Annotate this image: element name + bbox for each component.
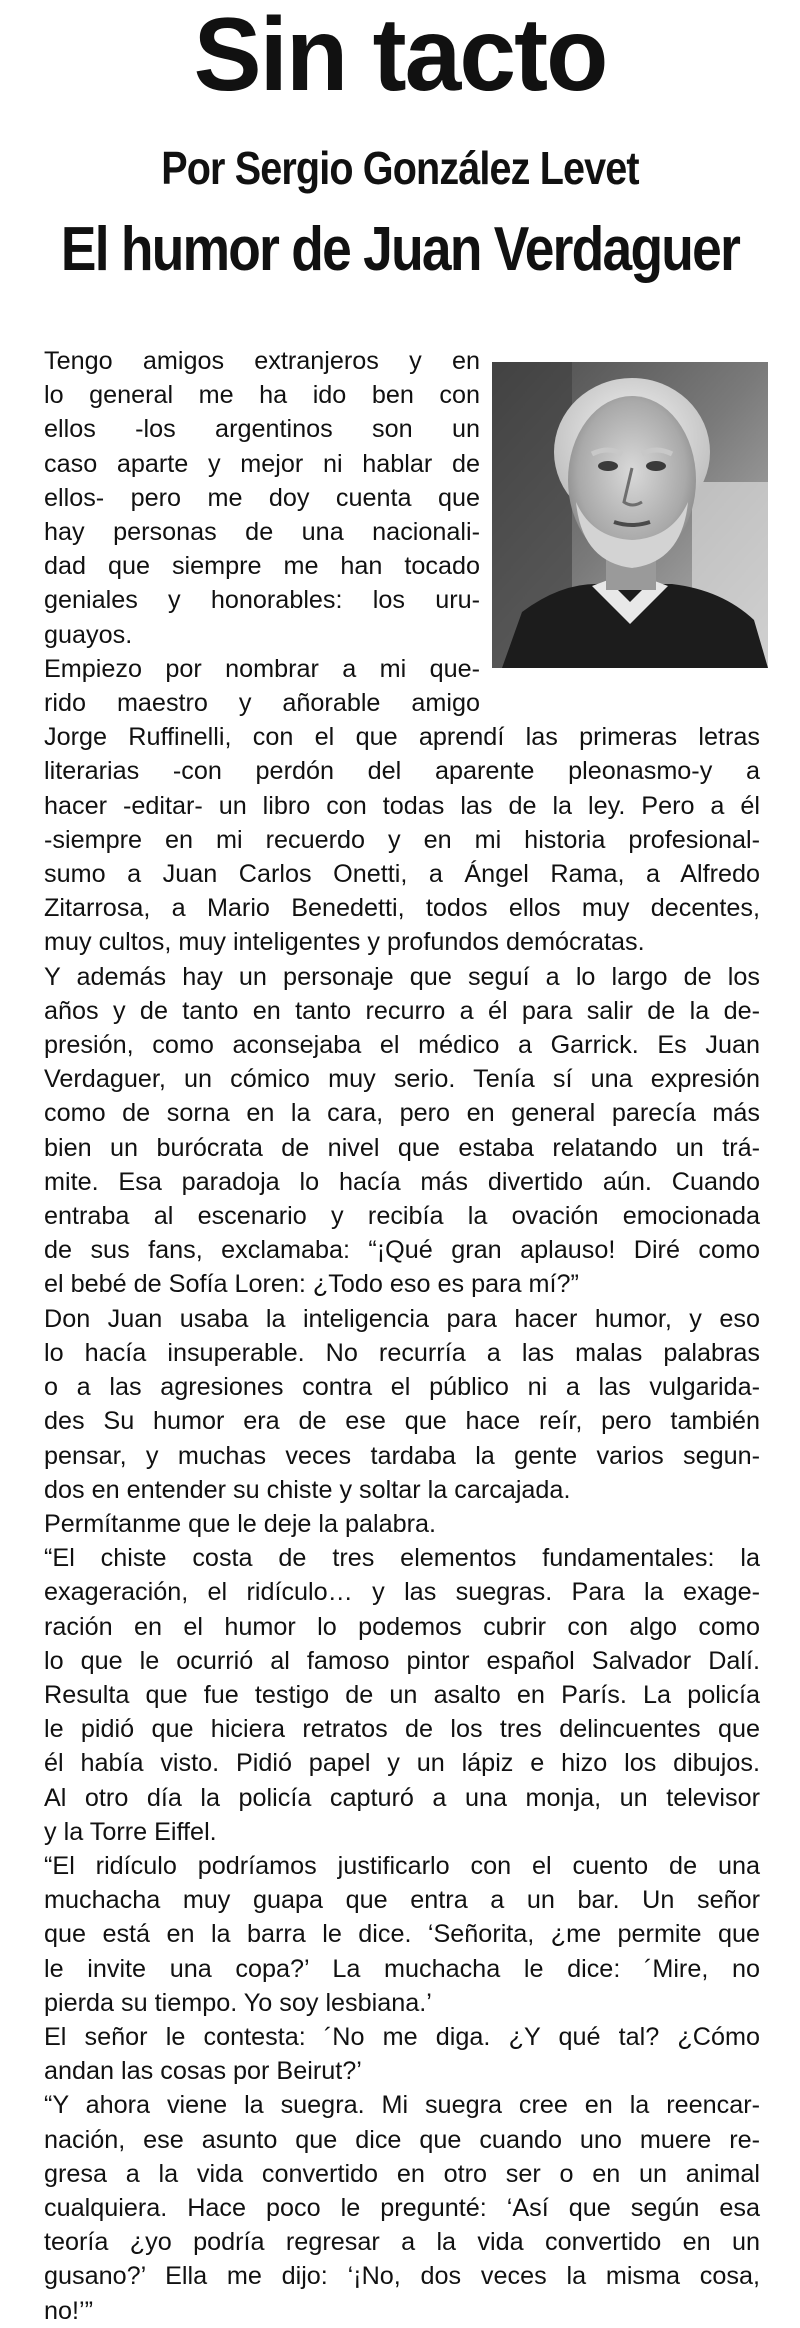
paragraph: Permítanme que le deje la palabra. bbox=[44, 1509, 437, 1538]
article-body bbox=[44, 344, 760, 2328]
paragraph: “Y ahora viene la suegra. Mi suegra cree en la reencar- nación, ese asunto que dice que cuando uno muere re- gresa a la vida convertido en otro ser o en un animal cualquiera. Hace poco le pregunté: ‘Así que según esa teoría ¿yo podría regresar a la vida convertido en un gusano?’ Ella me dijo: ‘¡No, dos veces la misma cosa, no!’” bbox=[44, 2091, 760, 2325]
paragraph: “El ridículo podríamos justificarlo con el cuento de una muchacha muy guapa que entra a un bar. Un señor que está en la barra le dice. ‘Señorita, ¿me permite que le invite una copa?’ La muchacha le dice: ´Mire, no pierda su tiempo. Yo soy lesbiana.’ bbox=[44, 1851, 760, 2017]
headline: El humor de Juan Verdaguer bbox=[60, 215, 740, 284]
byline: Por Sergio González Levet bbox=[161, 142, 639, 194]
paragraph: “El chiste costa de tres elementos fundamentales: la exageración, el ridículo… y las suegras. Para la exage- ración en el humor lo podemos cubrir con algo como lo que le ocurrió al famoso pintor español Salvador Dalí. Resulta que fue testigo de un asalto en París. La policía le pidió que hiciera retratos de los tres delincuentes que él había visto. Pidió papel y un lápiz e hizo los dibujos. Al otro día la policía capturó a una monja, un televisor y la Torre Eiffel. bbox=[44, 1544, 760, 1846]
paragraph: Don Juan usaba la inteligencia para hacer humor, y eso lo hacía insuperable. No recurría a las malas palabras o a las agresiones contra el público ni a las vulgarida- des Su humor era de ese que hace reír, pero también pensar, y muchas veces tardaba la gente varios segun- dos en entender su chiste y soltar la carcajada. bbox=[44, 1304, 760, 1504]
column-title: Sin tacto bbox=[193, 0, 607, 113]
paragraph: Empiezo por nombrar a mi que- rido maestro y añorable amigo Jorge Ruffinelli, con el que aprendí las primeras letras literarias -con perdón del aparente pleonasmo-y a hacer -editar- un libro con todas las de la ley. Pero a él -siempre en mi recuerdo y en mi historia profesional- sumo a Juan Carlos Onetti, a Ángel Rama, a Alfredo Zitarrosa, a Mario Benedetti, todos ellos muy decentes, muy cultos, muy inteligentes y profundos demócratas. bbox=[44, 654, 760, 957]
paragraph: El señor le contesta: ´No me diga. ¿Y qué tal? ¿Cómo andan las cosas por Beirut?’ bbox=[44, 2022, 760, 2086]
paragraph: Tengo amigos extranjeros y en lo general me ha ido ben con ellos -los argentinos son un caso aparte y mejor ni hablar de ellos- pero me doy cuenta que hay personas de una nacionali- dad que siempre me han tocado geniales y honorables: los uru- guayos. bbox=[44, 347, 480, 649]
paragraph: Y además hay un personaje que seguí a lo largo de los años y de tanto en tanto recurro a él para salir de la de- presión, como aconsejaba el médico a Garrick. Es Juan Verdaguer, un cómico muy serio. Tenía sí una expresión como de sorna en la cara, pero en general parecía más bien un burócrata de nivel que estaba relatando un trá- mite. Esa paradoja lo hacía más divertido aún. Cuando entraba al escenario y recibía la ovación emocionada de sus fans, exclamaba: “¡Qué gran aplauso! Diré como el bebé de Sofía Loren: ¿Todo eso es para mí?” bbox=[44, 962, 760, 1299]
